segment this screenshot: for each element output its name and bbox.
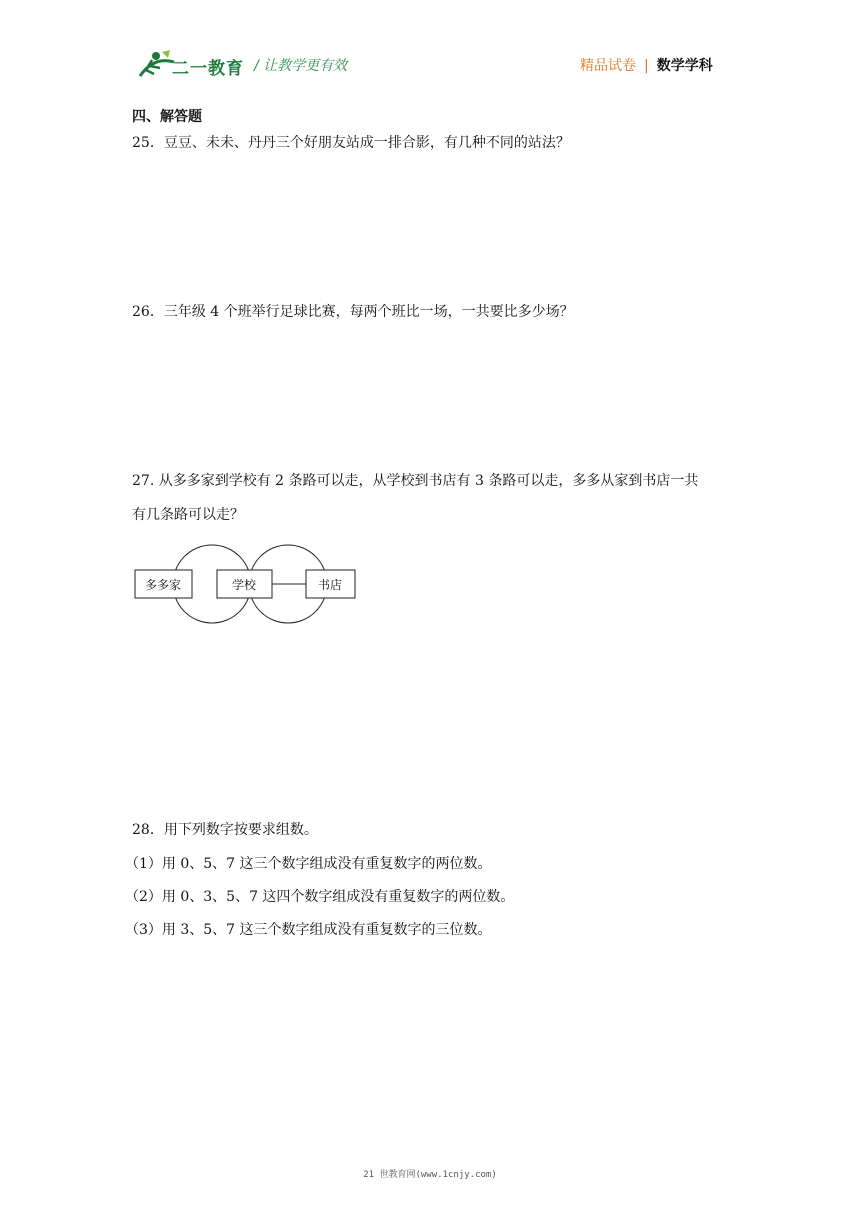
- question-28-part3: （3）用 3、5、7 这三个数字组成没有重复数字的三位数。: [125, 922, 492, 938]
- header-slogan: / 让教学更有效: [254, 58, 348, 74]
- question-27-line1: 27. 从多多家到学校有 2 条路可以走，从学校到书店有 3 条路可以走，多多从家到书店一共: [132, 473, 699, 489]
- header-right: [580, 55, 713, 75]
- question-28-part1: （1）用 0、5、7 这三个数字组成没有重复数字的两位数。: [125, 856, 492, 872]
- question-26: 26．三年级 4 个班举行足球比赛，每两个班比一场，一共要比多少场？: [132, 304, 574, 320]
- home-label: 多多家: [144, 578, 182, 592]
- brand-label: 精品试卷: [580, 58, 636, 74]
- page-footer: 21 世教育网(www.1cnjy.com): [363, 1170, 497, 1180]
- section-title: 四、解答题: [132, 109, 202, 125]
- question-25: 25．豆豆、未未、丹丹三个好朋友站成一排合影，有几种不同的站法？: [132, 135, 570, 151]
- school-label: 学校: [231, 578, 257, 592]
- question-28-part2: （2）用 0、3、5、7 这四个数字组成没有重复数字的两位数。: [125, 889, 515, 905]
- question-28: 28．用下列数字按要求组数。: [132, 822, 318, 838]
- header-separator: |: [644, 58, 649, 74]
- question-27-line2: 有几条路可以走？: [132, 507, 244, 523]
- logo-text: 二一教育: [172, 59, 244, 79]
- bookstore-label: 书店: [317, 578, 343, 592]
- page-header: [0, 0, 860, 90]
- subject-label: 数学学科: [656, 58, 713, 74]
- route-diagram: [130, 542, 362, 630]
